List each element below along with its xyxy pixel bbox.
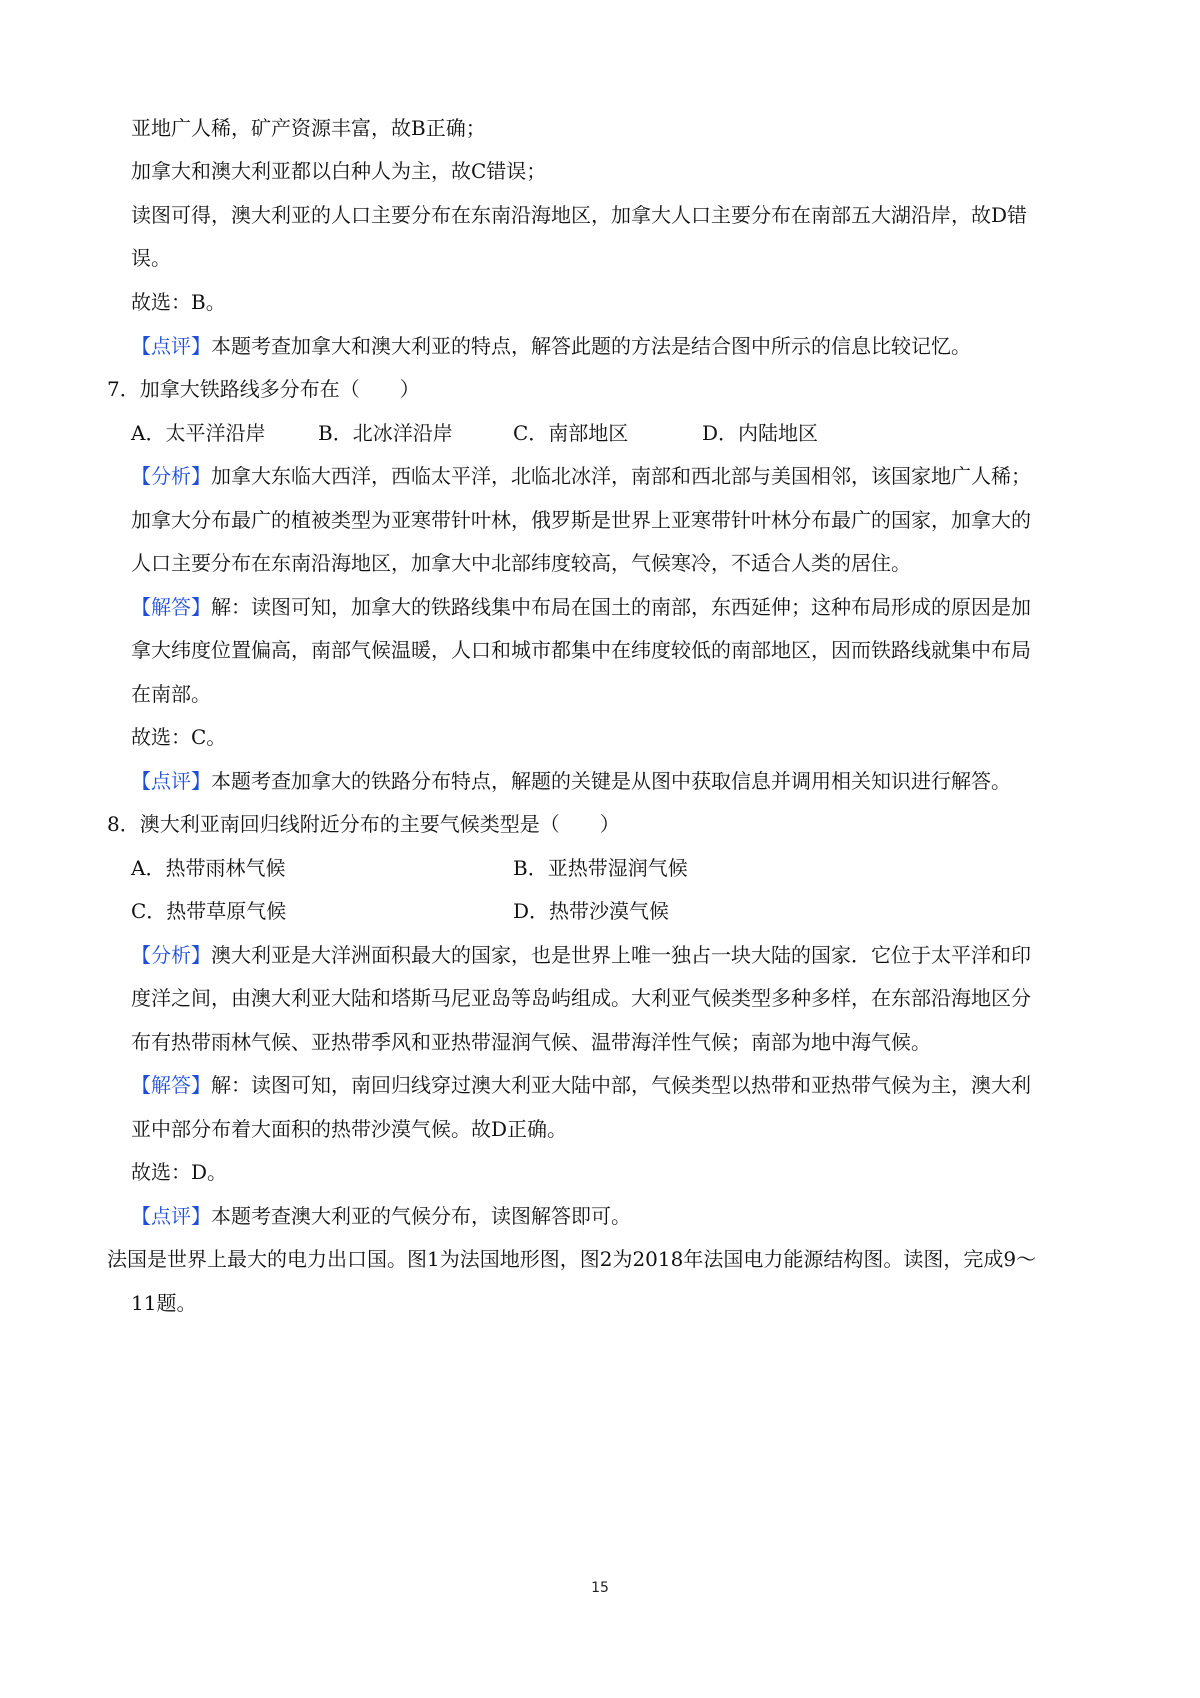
q8-analysis-3: 布有热带雨林气候、亚热带季风和亚热带湿润气候、温带海洋性气候；南部为地中海气候。 <box>131 1030 931 1054</box>
q8-option-d: D．热带沙漠气候 <box>513 899 670 923</box>
q8-analysis-1 <box>131 941 1031 969</box>
comment-text: 本题考查加拿大和澳大利亚的特点，解答此题的方法是结合图中所示的信息比较记忆。 <box>211 334 971 358</box>
analysis-tag: 【分析】 <box>131 464 211 488</box>
comment-tag: 【点评】 <box>131 1204 211 1228</box>
intro-line-1: 法国是世界上最大的电力出口国。图1为法国地形图，图2为2018年法国电力能源结构图。读图，完成9～ <box>107 1247 1037 1271</box>
q7-analysis-3: 人口主要分布在东南沿海地区，加拿大中北部纬度较高，气候寒冷，不适合人类的居住。 <box>131 551 911 575</box>
answer-text: 解：读图可知，加拿大的铁路线集中布局在国土的南部，东西延伸；这种布局形成的原因是加 <box>211 595 1031 619</box>
q7-option-a: A．太平洋沿岸 <box>131 421 266 445</box>
page-number: 15 <box>591 1580 609 1596</box>
q8-comment <box>131 1202 631 1230</box>
q8-option-c: C．热带草原气候 <box>131 899 287 923</box>
q8-option-b: B．亚热带湿润气候 <box>513 856 688 880</box>
answer-tag: 【解答】 <box>131 595 211 619</box>
q7-option-c: C．南部地区 <box>513 421 629 445</box>
q8-choice: 故选：D。 <box>131 1160 228 1184</box>
q7-answer-3: 在南部。 <box>131 682 211 706</box>
q7-comment <box>131 767 1011 795</box>
q7-analysis-1 <box>131 462 1031 490</box>
q6-option-d-explanation-1: 读图可得，澳大利亚的人口主要分布在东南沿海地区，加拿大人口主要分布在南部五大湖沿岸，故D错 <box>131 203 1028 227</box>
q8-answer-1 <box>131 1071 1031 1099</box>
q6-comment <box>131 332 971 360</box>
intro-line-2: 11题。 <box>131 1291 197 1315</box>
q7-stem: 7．加拿大铁路线多分布在（ ） <box>107 377 420 401</box>
comment-tag: 【点评】 <box>131 769 211 793</box>
q7-analysis-2: 加拿大分布最广的植被类型为亚寒带针叶林，俄罗斯是世界上亚寒带针叶林分布最广的国家，加拿大的 <box>131 508 1031 532</box>
q6-choice: 故选：B。 <box>131 290 226 314</box>
q7-answer-1 <box>131 593 1031 621</box>
answer-text: 解：读图可知，南回归线穿过澳大利亚大陆中部，气候类型以热带和亚热带气候为主，澳大利 <box>211 1073 1031 1097</box>
analysis-text: 加拿大东临大西洋，西临太平洋，北临北冰洋，南部和西北部与美国相邻，该国家地广人稀； <box>211 464 1031 488</box>
comment-text: 本题考查加拿大的铁路分布特点，解题的关键是从图中获取信息并调用相关知识进行解答。 <box>211 769 1011 793</box>
answer-tag: 【解答】 <box>131 1073 211 1097</box>
q7-choice: 故选：C。 <box>131 725 227 749</box>
q7-option-b: B．北冰洋沿岸 <box>318 421 453 445</box>
q8-stem: 8．澳大利亚南回归线附近分布的主要气候类型是（ ） <box>107 812 620 836</box>
analysis-text: 澳大利亚是大洋洲面积最大的国家，也是世界上唯一独占一块大陆的国家．它位于太平洋和印 <box>211 943 1031 967</box>
q6-option-d-explanation-2: 误。 <box>131 246 171 270</box>
q6-answer-continuation: 亚地广人稀，矿产资源丰富，故B正确； <box>131 116 486 140</box>
q7-answer-2: 拿大纬度位置偏高，南部气候温暖，人口和城市都集中在纬度较低的南部地区，因而铁路线就集中布局 <box>131 638 1031 662</box>
comment-text: 本题考查澳大利亚的气候分布，读图解答即可。 <box>211 1204 631 1228</box>
q8-analysis-2: 度洋之间，由澳大利亚大陆和塔斯马尼亚岛等岛屿组成。大利亚气候类型多种多样，在东部沿海地区分 <box>131 986 1031 1010</box>
q8-option-a: A．热带雨林气候 <box>131 856 286 880</box>
analysis-tag: 【分析】 <box>131 943 211 967</box>
comment-tag: 【点评】 <box>131 334 211 358</box>
q8-answer-2: 亚中部分布着大面积的热带沙漠气候。故D正确。 <box>131 1117 568 1141</box>
q6-option-c-explanation: 加拿大和澳大利亚都以白种人为主，故C错误； <box>131 159 547 183</box>
q7-option-d: D．内陆地区 <box>702 421 819 445</box>
